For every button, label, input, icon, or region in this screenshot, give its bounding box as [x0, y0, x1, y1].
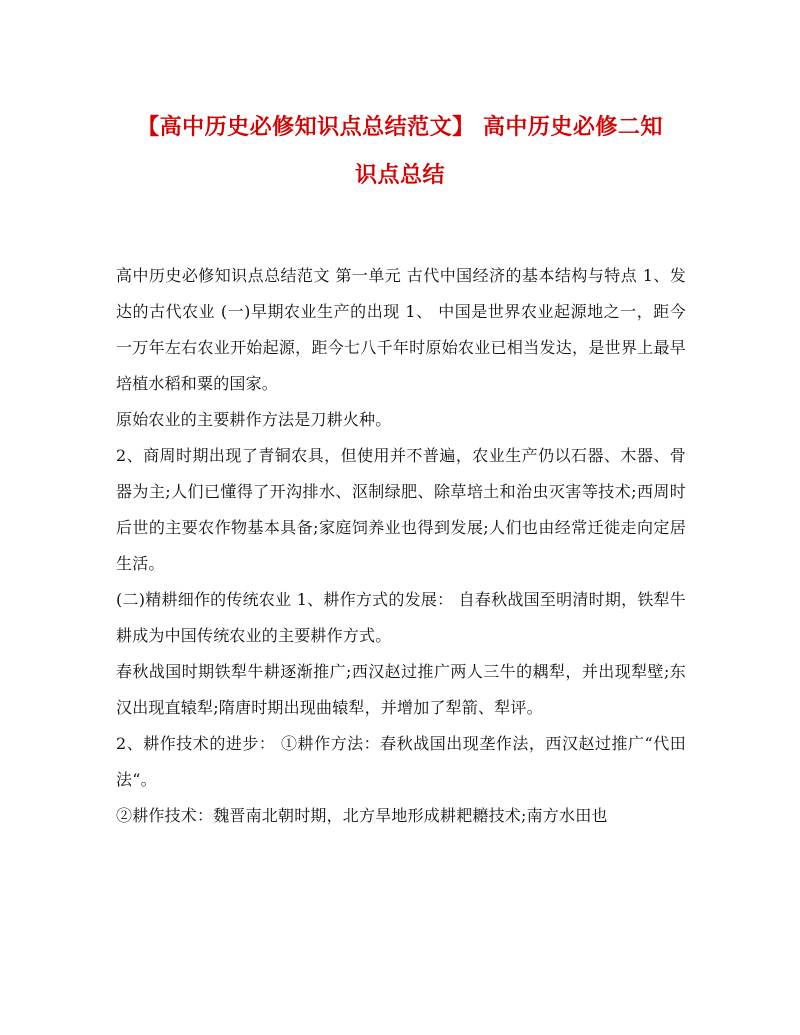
document-body: [116, 258, 686, 834]
paragraph-6: 2、耕作技术的进步： ①耕作方法：春秋战国出现垄作法，西汉赵过推广“代田法“。: [116, 734, 686, 789]
paragraph-4: (二)精耕细作的传统农业 1、耕作方式的发展： 自春秋战国至明清时期，铁犁牛耕成为中国传统农业的主要耕作方式。: [116, 590, 686, 645]
paragraph-7: ②耕作技术：魏晋南北朝时期，北方旱地形成耕耙耱技术;南方水田也: [116, 806, 608, 825]
document-title-line-2: 识点总结: [354, 163, 445, 188]
document-title-line-1: 【高中历史必修知识点总结范文】 高中历史必修二知: [137, 115, 663, 140]
paragraph-2: 原始农业的主要耕作方法是刀耕火种。: [116, 410, 392, 429]
paragraph-3: 2、商周时期出现了青铜农具，但使用并不普遍，农业生产仍以石器、木器、骨器为主;人们已懂得了开沟排水、沤制绿肥、除草培土和治虫灭害等技术;西周时后世的主要农作物基本具备;家庭饲养业也得到发展;人们也由经常迁徙走向定居生活。: [116, 446, 686, 573]
paragraph-1: 高中历史必修知识点总结范文 第一单元 古代中国经济的基本结构与特点 1、发达的古代农业 (一)早期农业生产的出现 1、 中国是世界农业起源地之一，距今一万年左右农业开始起源，距今七八千年时原始农业已相当发达，是世界上最早培植水稻和粟的国家。: [116, 266, 686, 393]
document-title: [100, 104, 700, 200]
paragraph-5: 春秋战国时期铁犁牛耕逐渐推广;西汉赵过推广两人三牛的耦犁，并出现犁壁;东汉出现直辕犁;隋唐时期出现曲辕犁，并增加了犁箭、犁评。: [116, 662, 686, 717]
